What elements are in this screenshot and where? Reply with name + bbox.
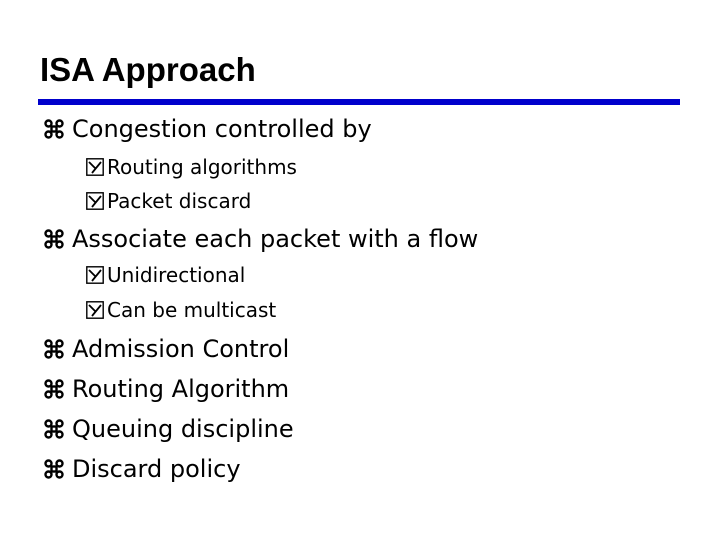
slide-title: ISA Approach	[40, 51, 256, 88]
command-key-icon	[44, 419, 64, 439]
command-key-icon	[44, 229, 64, 249]
sub-bullet-text: Packet discard	[107, 189, 252, 213]
checkbox-y-icon	[86, 266, 104, 284]
bullet-item	[44, 454, 241, 484]
bullet-text: Associate each packet with a flow	[72, 225, 479, 253]
bullet-item	[44, 114, 372, 144]
checkbox-y-icon	[86, 301, 104, 319]
command-key-icon	[44, 339, 64, 359]
sub-bullet-text: Routing algorithms	[107, 155, 297, 179]
bullet-text: Discard policy	[72, 455, 241, 483]
sub-bullet-item	[86, 188, 251, 214]
bullet-item	[44, 334, 289, 364]
sub-bullet-item	[86, 262, 245, 288]
bullet-item	[44, 374, 289, 404]
sub-bullet-item	[86, 154, 297, 180]
bullet-item	[44, 414, 294, 444]
command-key-icon	[44, 459, 64, 479]
sub-bullet-text: Can be multicast	[107, 298, 277, 322]
bullet-text: Routing Algorithm	[72, 375, 290, 403]
bullet-text: Congestion controlled by	[72, 115, 372, 143]
bullet-text: Queuing discipline	[72, 415, 294, 443]
sub-bullet-item	[86, 297, 276, 323]
command-key-icon	[44, 379, 64, 399]
bullet-item	[44, 224, 478, 254]
checkbox-y-icon	[86, 158, 104, 176]
bullet-text: Admission Control	[72, 335, 290, 363]
checkbox-y-icon	[86, 192, 104, 210]
sub-bullet-text: Unidirectional	[107, 263, 246, 287]
command-key-icon	[44, 119, 64, 139]
